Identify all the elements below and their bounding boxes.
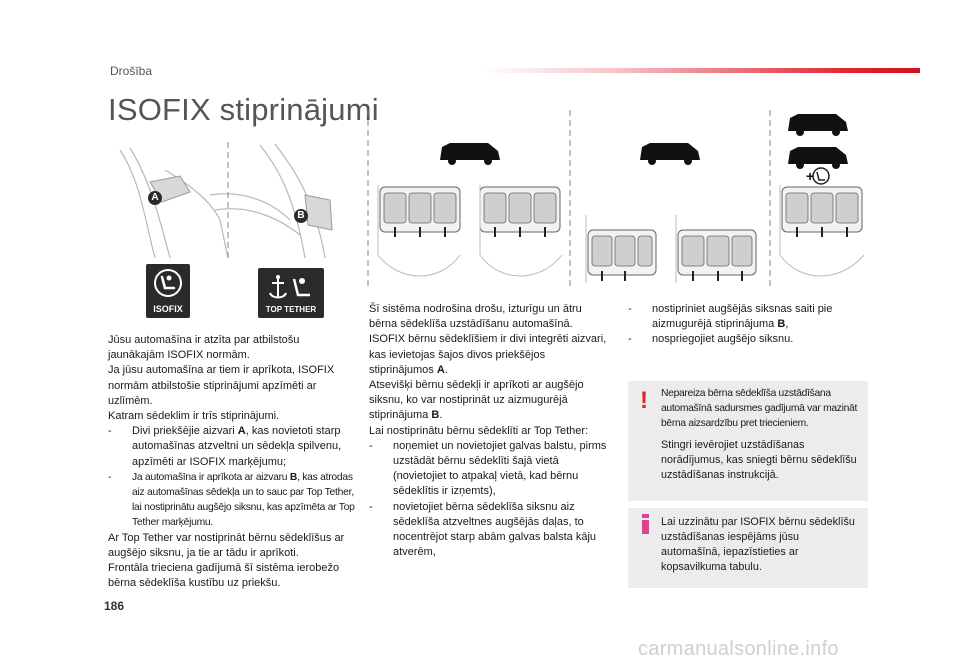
list-item: - nostipriniet augšējās siksnas saiti pie aizmugurējā stiprinājuma B,: [628, 302, 878, 332]
anchor-a-marker: A: [148, 191, 162, 205]
anchor-b-marker: B: [294, 209, 308, 223]
body-paragraph-4: Lai nostiprinātu bērnu sēdeklīti ar Top Tether:: [369, 424, 589, 437]
watermark: carmanualsonline.info: [638, 638, 839, 660]
list-item: - noņemiet un novietojiet galvas balstu, pirms uzstādāt bērnu sēdeklīti šajā vietā (novietojiet to atpakaļ vietā, kad bērnu sēdeklītis ir izņemts),: [369, 439, 607, 500]
top-tether-badge: [258, 268, 324, 318]
child-seat-circle-icon: [813, 168, 829, 184]
warning-text-1: Nepareiza bērna sēdeklīša uzstādīšana automašīnā sadursmes gadījumā var mazināt bērna aizsardzību pret triecieniem.: [661, 388, 858, 429]
top-tether-badge-label: TOP TETHER: [265, 305, 317, 314]
steps-column: [628, 302, 878, 348]
page-number: 186: [104, 599, 125, 613]
body-paragraph-2: ISOFIX bērnu sēdeklīšiem ir divi integrēti aizvari, kas ievietojas šajos divos priekšējos stiprinājumos A.: [369, 333, 607, 376]
body-paragraph-1: Šī sistēma nodrošina drošu, izturīgu un ātru bērna sēdeklīša uzstādīšanu automašīnā.: [369, 303, 582, 331]
warning-text: [661, 386, 865, 483]
header-accent-bar: [480, 68, 920, 73]
warning-icon: !: [640, 387, 648, 414]
page-title: ISOFIX stiprinājumi: [108, 92, 379, 127]
list-item: - Ja automašīna ir aprīkota ar aizvaru B, kas atrodas aiz automašīnas sēdekļa un to sauc par Top Tether, lai nostiprinātu augšējo siksnu, kas apzīmēta ar Top Tether marķējumu.: [108, 470, 358, 531]
seat-anchor-illustration: [110, 140, 350, 260]
list-item: - Divi priekšējie aizvari A, kas novietoti starp automašīnas atzveltni un sēdekļa spilvenu, apzīmēti ar ISOFIX marķējumu;: [108, 424, 358, 470]
intro-paragraph-5: Frontāla trieciena gadījumā šī sistēma ierobežo bērna sēdeklīša kustību uz priekšu.: [108, 562, 340, 590]
list-item: - novietojiet bērna sēdeklīša siksnu aiz sēdeklīša atzveltnes augšējās daļas, to nocentrējot starp abām galvas balsta kāju atverēm,: [369, 500, 607, 561]
list-item: - nospriegojiet augšējo siksnu.: [628, 332, 878, 347]
body-paragraph-3: Atsevišķi bērnu sēdekļi ir aprīkoti ar augšējo siksnu, ko var nostiprināt uz aizmugurējā stiprinājuma B.: [369, 379, 584, 422]
plus-sign: +: [806, 168, 815, 184]
child-seat-icon: [153, 268, 183, 298]
anchor-icon: [266, 273, 316, 303]
intro-paragraph-2: Ja jūsu automašīna ar tiem ir aprīkota, ISOFIX normām atbilstošie stiprinājumi apzīmēti ar uzlīmēm.: [108, 364, 335, 407]
info-icon: [642, 514, 649, 534]
isofix-badge: [146, 264, 190, 318]
intro-paragraph-1: Jūsu automašīna ir atzīta par atbilstošu jaunākajām ISOFIX normām.: [108, 334, 300, 362]
warning-text-2: Stingri ievērojiet uzstādīšanas norādījumus, kas sniegti bērnu sēdeklīšu uzstādīšanas instrukcijā.: [661, 439, 857, 481]
intro-paragraph-3: Katram sēdeklim ir trīs stiprinājumi.: [108, 410, 280, 423]
section-label: Drošība: [110, 64, 153, 78]
van-icon: [440, 114, 848, 169]
isofix-badge-label: ISOFIX: [153, 304, 183, 314]
info-text: Lai uzzinātu par ISOFIX bērnu sēdeklīšu uzstādīšanas iespējāms jūsu automašīnā, iepazīstieties ar kopsavilkuma tabulu.: [661, 516, 855, 573]
seating-layout-diagrams: [360, 105, 880, 290]
instructions-column: [369, 302, 607, 560]
intro-paragraph-4: Ar Top Tether var nostiprināt bērnu sēdeklīšus ar augšējo siksnu, ja tie ar tādu ir aprīkoti.: [108, 531, 345, 559]
intro-column: [108, 333, 358, 591]
